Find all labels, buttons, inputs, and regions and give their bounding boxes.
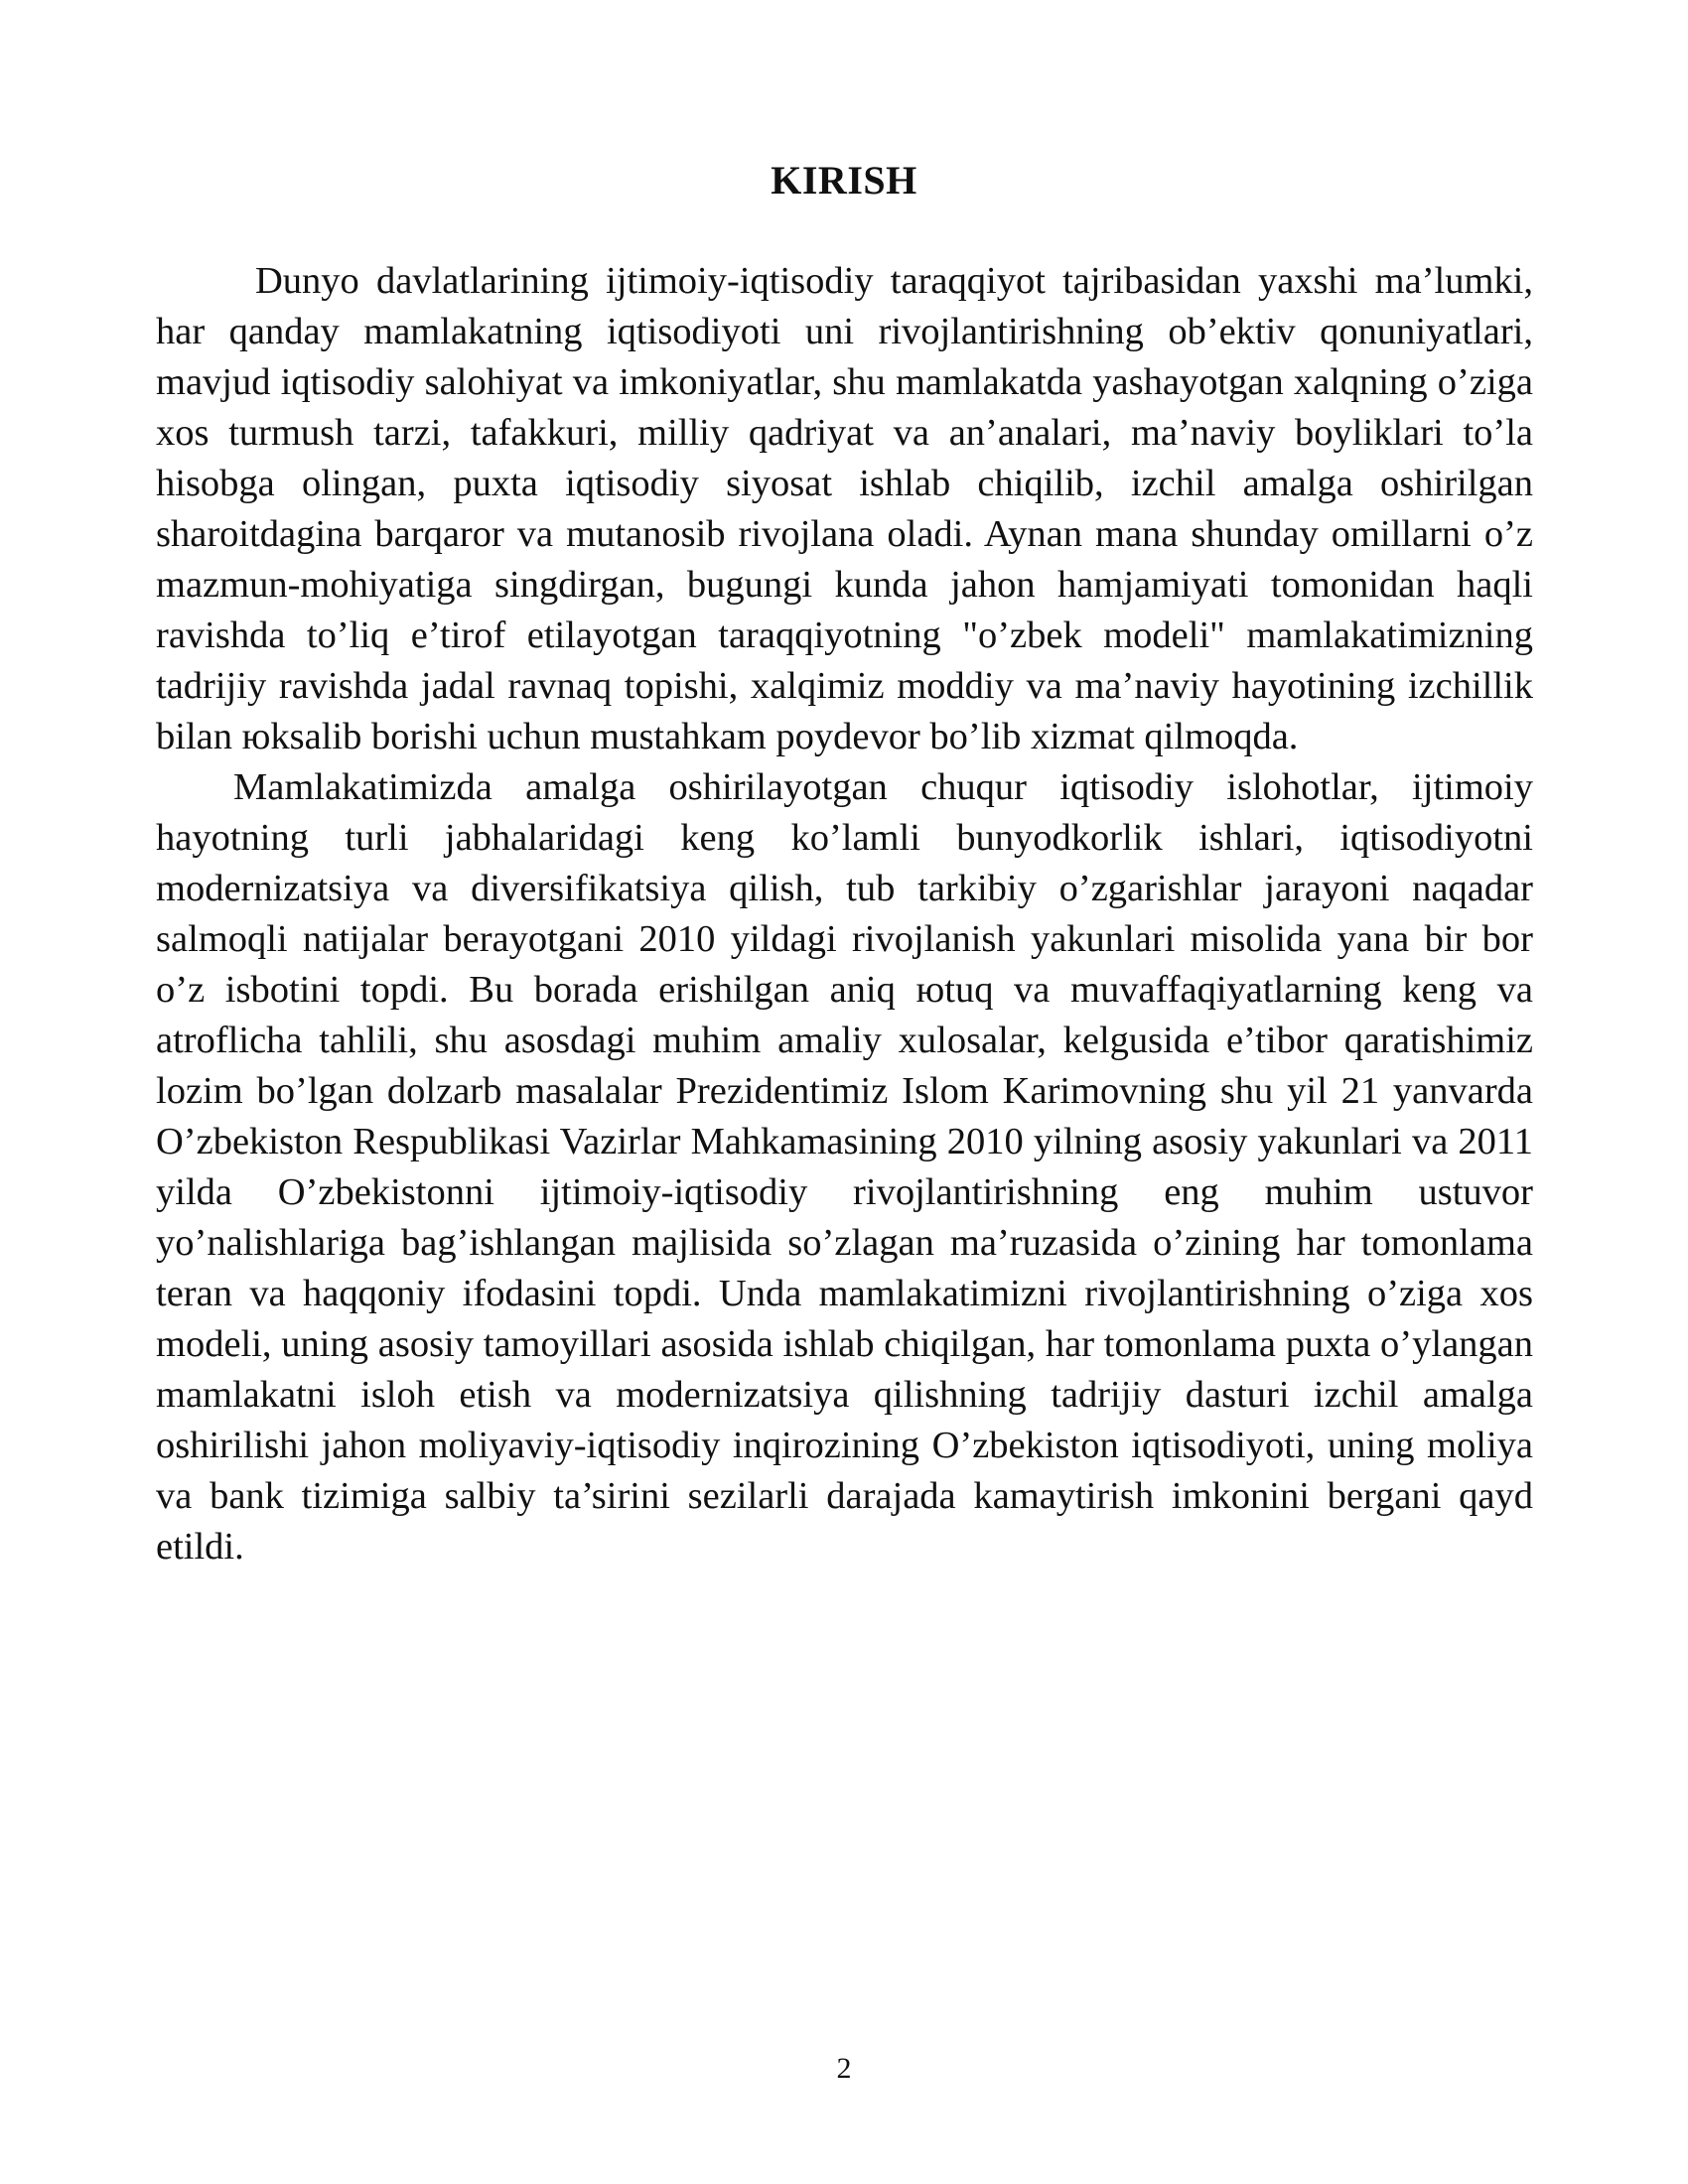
paragraph-1: Dunyo davlatlarining ijtimoiy-iqtisodiy taraqqiyot tajribasidan yaxshi ma’lumki, har qanday mamlakatning iqtisodiyoti uni rivojlantirishning ob’ektiv qonuniyatlari, mavjud iqtisodiy salohiyat va imkoniyatlar, shu mamlakatda yashayotgan xalqning o’ziga xos turmush tarzi, tafakkuri, milliy qadriyat va an’analari, ma’naviy boyliklari to’la hisobga olingan, puxta iqtisodiy siyosat ishlab chiqilib, izchil amalga oshirilgan sharoitdagina barqaror va mutanosib rivojlana oladi. Aynan mana shunday omillarni o’z mazmun-mohiyatiga singdirgan, bugungi kunda jahon hamjamiyati tomonidan haqli ravishda to’liq e’tirof etilayotgan taraqqiyotning "o’zbek modeli" mamlakatimizning tadrijiy ravishda jadal ravnaq topishi, xalqimiz moddiy va ma’naviy hayotining izchillik bilan юksalib borishi uchun mustahkam poydevor bo’lib xizmat qilmoqda. <box>156 260 1533 757</box>
page-title: KIRISH <box>771 158 917 203</box>
paragraph-2: Mamlakatimizda amalga oshirilayotgan chuqur iqtisodiy islohotlar, ijtimoiy hayotning turli jabhalaridagi keng ko’lamli bunyodkorlik ishlari, iqtisodiyotni modernizatsiya va diversifikatsiya qilish, tub tarkibiy o’zgarishlar jarayoni naqadar salmoqli natijalar berayotgani 2010 yildagi rivojlanish yakunlari misolida yana bir bor o’z isbotini topdi. Bu borada erishilgan aniq юtuq va muvaffaqiyatlarning keng va atroflicha tahlili, shu asosdagi muhim amaliy xulosalar, kelgusida e’tibor qaratishimiz lozim bo’lgan dolzarb masalalar Prezidentimiz Islom Karimovning shu yil 21 yanvarda O’zbekiston Respublikasi Vazirlar Mahkamasining 2010 yilning asosiy yakunlari va 2011 yilda O’zbekistonni ijtimoiy-iqtisodiy rivojlantirishning eng muhim ustuvor yo’nalishlariga bag’ishlangan majlisida so’zlagan ma’ruzasida o’zining har tomonlama teran va haqqoniy ifodasini topdi. Unda mamlakatimizni rivojlantirishning o’ziga xos modeli, uning asosiy tamoyillari asosida ishlab chiqilgan, har tomonlama puxta o’ylangan mamlakatni isloh etish va modernizatsiya qilishning tadrijiy dasturi izchil amalga oshirilishi jahon moliyaviy-iqtisodiy inqirozining O’zbekiston iqtisodiyoti, uning moliya va bank tizimiga salbiy ta’sirini sezilarli darajada kamaytirish imkonini bergani qayd etildi. <box>156 766 1533 1568</box>
body-text <box>156 256 1533 1572</box>
page-number: 2 <box>836 2052 852 2085</box>
